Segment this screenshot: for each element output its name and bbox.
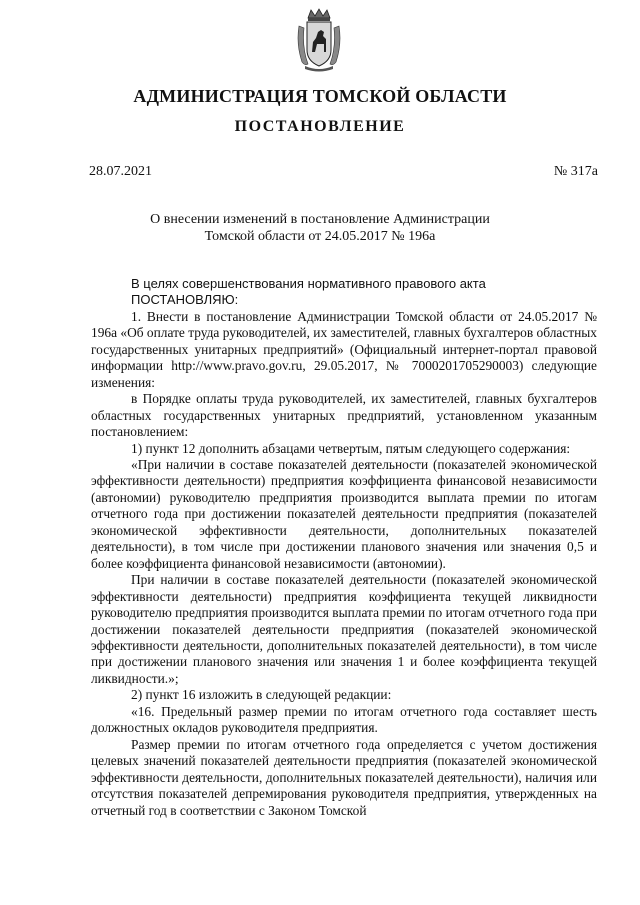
organization-title: АДМИНИСТРАЦИЯ ТОМСКОЙ ОБЛАСТИ [133,86,507,106]
preamble: В целях совершенствования нормативного правового акта [131,276,486,291]
subject-line-1: О внесении изменений в постановление Администрации [150,212,490,227]
document-body [91,276,597,819]
paragraph: 1. Внести в постановление Администрации Томской области от 24.05.2017 № 196а «Об оплате труда руководителей, их заместителей, главных бухгалтеров областных государственных унитарных предприятий» (Официальный интернет-портал правовой информации http://www.pravo.gov.ru, 29.05.2017, № 7000201705290003) следующие изменения: [91,308,597,390]
paragraph: «При наличии в составе показателей деятельности (показателей экономической эффективности деятельности) предприятия коэффициента финансовой независимости (автономии) руководителю предприятия производится выплата премии по итогам отчетного года при достижении показателей деятельности предприятия (показателей экономической эффективности деятельности, дополнительных показателей деятельности), в том числе при достижении планового значения или значения 0,5 и более коэффициента финансовой независимости (автономии). [91,456,597,571]
decree-word: ПОСТАНОВЛЯЮ: [131,292,239,308]
paragraph: «16. Предельный размер премии по итогам отчетного года составляет шесть должностных окладов руководителя предприятия. [91,703,597,736]
document-number: № 317а [553,164,598,179]
document-date: 28.07.2021 [89,164,152,179]
paragraph: 2) пункт 16 изложить в следующей редакции: [131,687,392,703]
coat-of-arms-icon [296,8,342,72]
paragraph: При наличии в составе показателей деятельности (показателей экономической эффективности деятельности) предприятия коэффициента текущей ликвидности руководителю предприятия производится выплата премии по итогам отчетного года при достижении показателей деятельности предприятия (показателей экономической эффективности деятельности, дополнительных показателей деятельности), в том числе при достижении планового значения или значения 1 и более коэффициента текущей ликвидности.»; [91,572,597,686]
paragraph: Размер премии по итогам отчетного года определяется с учетом достижения целевых значений показателей деятельности предприятия (показателей экономической эффективности деятельности, дополнительных показателей деятельности), наличия или отсутствия показателей депремирования руководителя предприятия, утвержденных на отчетный год в соответствии с Законом Томской [91,736,597,818]
document-subject [0,211,640,245]
subject-line-2: Томской области от 24.05.2017 № 196а [204,229,436,244]
document-type-title: ПОСТАНОВЛЕНИЕ [234,118,406,135]
paragraph: в Порядке оплаты труда руководителей, их заместителей, главных бухгалтеров областных государственных унитарных предприятий, установленном указанным постановлением: [91,391,597,440]
paragraph: 1) пункт 12 дополнить абзацами четвертым, пятым следующего содержания: [131,440,571,456]
